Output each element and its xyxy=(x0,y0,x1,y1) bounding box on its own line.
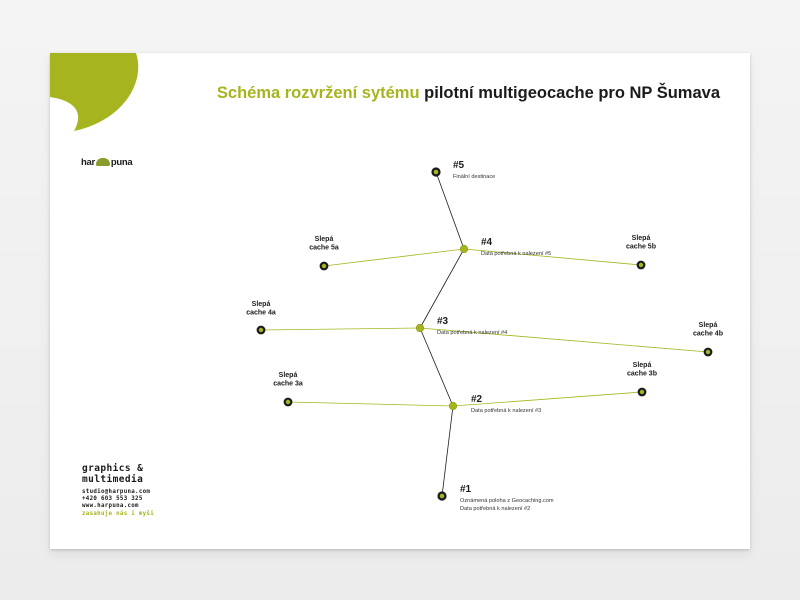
diagram-nodes xyxy=(246,160,723,512)
main-node-n4 xyxy=(460,237,551,257)
node-marker-core-icon xyxy=(434,170,439,175)
node-description: Data potřebná k nalezení #3 xyxy=(471,408,542,414)
blind-node-label: Slepá xyxy=(278,372,298,379)
node-number: #4 xyxy=(481,237,493,248)
main-edge-n2-n1 xyxy=(442,406,453,496)
blind-node-label: cache 3b xyxy=(627,370,657,378)
blind-node-label: cache 5b xyxy=(626,243,656,251)
blind-node-label: Slepá xyxy=(631,235,651,242)
blind-node-b3a xyxy=(273,372,303,406)
main-node-n2 xyxy=(449,394,541,414)
blind-marker-core-icon xyxy=(640,390,644,394)
node-description: Data potřebná k nalezení #5 xyxy=(481,251,552,257)
contact-email[interactable]: studio@harpuna.com xyxy=(82,489,151,495)
blind-node-b5a xyxy=(309,236,339,270)
main-node-n5 xyxy=(431,160,495,180)
blind-node-label: Slepá xyxy=(698,322,718,329)
main-node-n1 xyxy=(437,484,554,512)
logo-text-right: puna xyxy=(110,156,133,168)
title-rest: pilotní multigeocache pro NP Šumava xyxy=(424,84,720,102)
blind-edge-b3a xyxy=(288,402,453,406)
contact-web[interactable]: www.harpuna.com xyxy=(82,503,139,510)
blind-marker-core-icon xyxy=(639,263,643,267)
blind-node-label: cache 3a xyxy=(273,380,303,388)
tagline-line-2: multimedia xyxy=(82,474,144,485)
node-description: Oznámená poloha z Geocaching.com xyxy=(460,498,554,504)
main-edge-n3-n2 xyxy=(420,328,453,406)
main-node-n3 xyxy=(416,316,507,336)
blind-edge-b5a xyxy=(324,249,464,266)
blind-node-label: Slepá xyxy=(632,362,652,369)
node-description: Data potřebná k nalezení #4 xyxy=(437,330,508,336)
node-description: Data potřebná k nalezení #2 xyxy=(460,506,531,512)
blind-marker-core-icon xyxy=(286,400,290,404)
node-number: #1 xyxy=(460,484,472,495)
blind-node-label: cache 5a xyxy=(309,244,339,252)
node-marker-icon xyxy=(449,402,457,410)
node-marker-core-icon xyxy=(440,494,445,499)
blind-edge-b4a xyxy=(261,328,420,330)
blind-marker-core-icon xyxy=(706,350,710,354)
contact-block xyxy=(82,463,202,518)
blind-node-label: Slepá xyxy=(314,236,334,243)
node-number: #2 xyxy=(471,394,483,405)
contact-slogan: zasahuje nás i myši xyxy=(82,510,155,517)
blind-node-label: Slepá xyxy=(251,301,271,308)
tagline-line-1: graphics & xyxy=(82,463,144,474)
title-accent: Schéma rozvržení sytému xyxy=(216,84,420,102)
blind-node-b4a xyxy=(246,301,276,334)
blind-node-label: cache 4a xyxy=(246,309,276,317)
node-marker-icon xyxy=(460,245,468,253)
node-description: Finální destinace xyxy=(453,174,496,180)
main-edge-n5-n4 xyxy=(436,172,464,249)
poster-sheet xyxy=(50,53,750,549)
blind-node-label: cache 4b xyxy=(693,330,723,338)
blind-marker-core-icon xyxy=(259,328,263,332)
node-number: #5 xyxy=(453,160,465,171)
blind-node-b3b xyxy=(627,362,657,396)
node-marker-icon xyxy=(416,324,424,332)
node-number: #3 xyxy=(437,316,449,327)
blind-marker-core-icon xyxy=(322,264,326,268)
logo-text-left: har xyxy=(81,156,95,168)
contact-phone: +420 603 553 325 xyxy=(82,496,143,503)
